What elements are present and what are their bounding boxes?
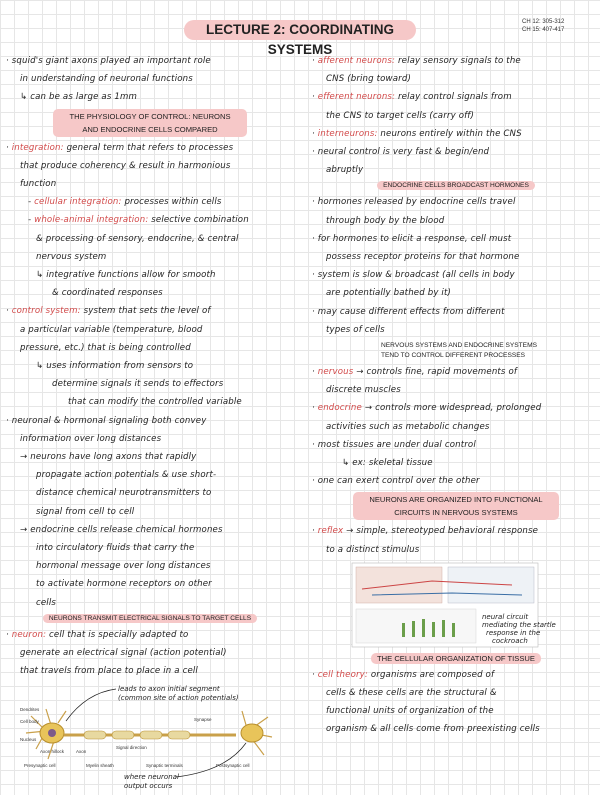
section-header-tissue: THE CELLULAR ORGANIZATION OF TISSUE — [312, 653, 600, 664]
note-line: · afferent neurons: relay sensory signals to the — [312, 56, 521, 66]
label-myelin: Myelin sheath — [86, 762, 114, 768]
diagram-note-3: where neuronal — [124, 772, 179, 781]
term-endocrine: endocrine — [317, 403, 362, 414]
note-line: · integration: general term that refers to processes — [6, 142, 234, 153]
fig-note-3: response in the — [486, 628, 541, 637]
arrow-icon: → — [356, 367, 367, 378]
note-line: in understanding of neuronal functions — [20, 74, 193, 85]
term-whole-animal-integration: whole-animal integration: — [34, 215, 149, 226]
note-line: organism & all cells come from preexisting cells — [326, 724, 540, 735]
note-line: · squid's giant axons played an important role — [6, 56, 211, 66]
note-line: possess receptor proteins for that hormone — [326, 252, 520, 263]
term-integration: integration: — [11, 142, 64, 153]
term-control-system: control system: — [11, 306, 81, 317]
label-dendrites: Dendrites — [20, 706, 40, 712]
label-cell-body: Cell body — [20, 718, 39, 724]
arrow-icon: → — [346, 526, 357, 537]
neuron-diagram — [6, 681, 294, 791]
note-line: · for hormones to elicit a response, cell must — [312, 233, 512, 244]
note-line: information over long distances — [20, 433, 162, 444]
label-synaptic-terminals: Synaptic terminals — [146, 762, 183, 768]
label-nucleus: Nucleus — [20, 736, 37, 742]
note-line: that travels from place to place in a cell — [20, 666, 198, 677]
section-header-nervous-vs-endocrine: NERVOUS SYSTEMS AND ENDOCRINE SYSTEMS TEND TO CONTROL DIFFERENT PROCESSES — [380, 342, 537, 360]
note-line: determine signals it sends to effectors — [52, 379, 224, 390]
neuron-diagram-illustration — [6, 681, 294, 791]
fig-note-4: cockroach — [492, 636, 528, 645]
note-line: abruptly — [326, 165, 364, 176]
note-line: · most tissues are under dual control — [312, 439, 476, 450]
arrow-icon: → — [364, 403, 376, 414]
note-line: & coordinated responses — [52, 288, 163, 299]
sub-arrow-icon: ↳ — [20, 92, 31, 103]
note-line: hormonal message over long distances — [36, 561, 211, 572]
label-synapse: Synapse — [194, 716, 212, 722]
note-line: · control system: system that sets the level of — [6, 306, 211, 317]
note-line: activities such as metabolic changes — [326, 421, 490, 432]
note-line: discrete muscles — [326, 385, 401, 396]
note-line: propagate action potentials & use short- — [36, 470, 217, 481]
note-line: · neuron: cell that is specially adapted to — [6, 629, 189, 640]
note-line: → neurons have long axons that rapidly — [20, 452, 197, 463]
sub-arrow-icon: ↳ — [342, 458, 353, 469]
note-line: the CNS to target cells (carry off) — [326, 110, 474, 121]
term-cellular-integration: cellular integration: — [34, 197, 122, 208]
arrow-icon: → — [20, 452, 31, 463]
page-title: LECTURE 2: COORDINATING SYSTEMS — [184, 20, 416, 40]
note-line: · endocrine → controls more widespread, prolonged — [312, 403, 542, 414]
note-line: & processing of sensory, endocrine, & central — [36, 233, 239, 244]
left-column — [6, 52, 294, 791]
term-reflex: reflex — [317, 526, 344, 537]
note-line: functional units of organization of the — [326, 706, 494, 717]
note-line: CNS (bring toward) — [326, 74, 411, 85]
note-line: pressure, etc.) that is being controlled — [20, 342, 191, 353]
sub-arrow-icon: ↳ — [36, 361, 47, 372]
note-line: → endocrine cells release chemical hormones — [20, 524, 223, 535]
note-line: · neuronal & hormonal signaling both convey — [6, 415, 207, 426]
note-line: to a distinct stimulus — [326, 544, 420, 555]
section-header-physiology: THE PHYSIOLOGY OF CONTROL: NEURONS AND ENDOCRINE CELLS COMPARED — [6, 109, 294, 137]
term-interneurons: interneurons: — [317, 128, 378, 139]
note-line: types of cells — [326, 324, 385, 335]
label-postsynaptic: Postsynaptic cell — [216, 762, 250, 768]
label-axon: Axon — [76, 748, 87, 754]
note-line: ↳ integrative functions allow for smooth — [36, 270, 216, 281]
note-line: into circulatory fluids that carry the — [36, 543, 195, 554]
diagram-note-4: output occurs — [124, 781, 173, 790]
sub-arrow-icon: ↳ — [36, 270, 47, 281]
note-line: through body by the blood — [326, 215, 445, 226]
note-line: · cell theory: organisms are composed of — [312, 669, 495, 680]
reflex-figure — [312, 559, 600, 651]
note-line: that produce coherency & result in harmonious — [20, 160, 231, 171]
note-line: - whole-animal integration: selective combination — [28, 215, 249, 226]
note-line: are potentially bathed by it) — [326, 288, 451, 299]
term-efferent: efferent neurons: — [317, 92, 396, 103]
note-line: · neural control is very fast & begin/end — [312, 147, 490, 158]
note-line: function — [20, 179, 57, 190]
fig-note-2: mediating the startle — [482, 620, 556, 629]
note-line: cells & these cells are the structural & — [326, 688, 497, 699]
note-line: signal from cell to cell — [36, 506, 135, 517]
note-line: · nervous → controls fine, rapid movements of — [312, 367, 518, 378]
note-line: · hormones released by endocrine cells travel — [312, 197, 516, 208]
note-line: · efferent neurons: relay control signals from — [312, 92, 512, 103]
term-cell-theory: cell theory: — [317, 669, 368, 680]
chapter-reference: CH 12: 305-312 CH 15: 407-417 — [522, 19, 565, 33]
term-afferent: afferent neurons: — [317, 56, 396, 66]
right-column — [312, 52, 600, 739]
term-nervous: nervous — [317, 367, 354, 378]
note-line: · system is slow & broadcast (all cells in body — [312, 270, 515, 281]
label-axon-hillock: Axon hillock — [40, 748, 65, 754]
note-line: · interneurons: neurons entirely within the CNS — [312, 128, 522, 139]
diagram-note-1: leads to axon initial segment — [118, 684, 220, 693]
annotation-arrow-2 — [176, 743, 246, 777]
note-line: - cellular integration: processes within cells — [28, 197, 222, 208]
note-line: ↳ uses information from sensors to — [36, 361, 194, 372]
section-header-neurons-transmit: NEURONS TRANSMIT ELECTRICAL SIGNALS TO TARGET CELLS — [6, 614, 294, 624]
note-line: ↳ can be as large as 1mm — [20, 92, 137, 103]
label-presynaptic: Presynaptic cell — [24, 762, 56, 768]
term-neuron: neuron: — [11, 629, 47, 640]
note-line: that can modify the controlled variable — [68, 397, 242, 408]
cockroach-circuit-figure — [312, 559, 600, 651]
note-line: generate an electrical signal (action potential) — [20, 648, 227, 659]
diagram-note-2: (common site of action potentials) — [118, 693, 239, 702]
section-header-endocrine: ENDOCRINE CELLS BROADCAST HORMONES — [312, 181, 600, 191]
arrow-icon: → — [20, 524, 31, 535]
note-line: ↳ ex: skeletal tissue — [342, 458, 433, 469]
note-line: · reflex → simple, stereotyped behavioral response — [312, 526, 539, 537]
note-line: a particular variable (temperature, blood — [20, 324, 203, 335]
note-line: distance chemical neurotransmitters to — [36, 488, 212, 499]
note-line: · one can exert control over the other — [312, 476, 480, 487]
fig-note-1: neural circuit — [482, 612, 529, 621]
label-signal-direction: Signal direction — [116, 744, 147, 750]
note-line: nervous system — [36, 251, 107, 262]
section-header-circuits: NEURONS ARE ORGANIZED INTO FUNCTIONAL CIRCUITS IN NERVOUS SYSTEMS — [312, 492, 600, 520]
note-line: to activate hormone receptors on other — [36, 579, 212, 590]
note-line: · may cause different effects from different — [312, 306, 505, 317]
note-line: cells — [36, 597, 57, 608]
annotation-arrow-1 — [66, 689, 116, 721]
